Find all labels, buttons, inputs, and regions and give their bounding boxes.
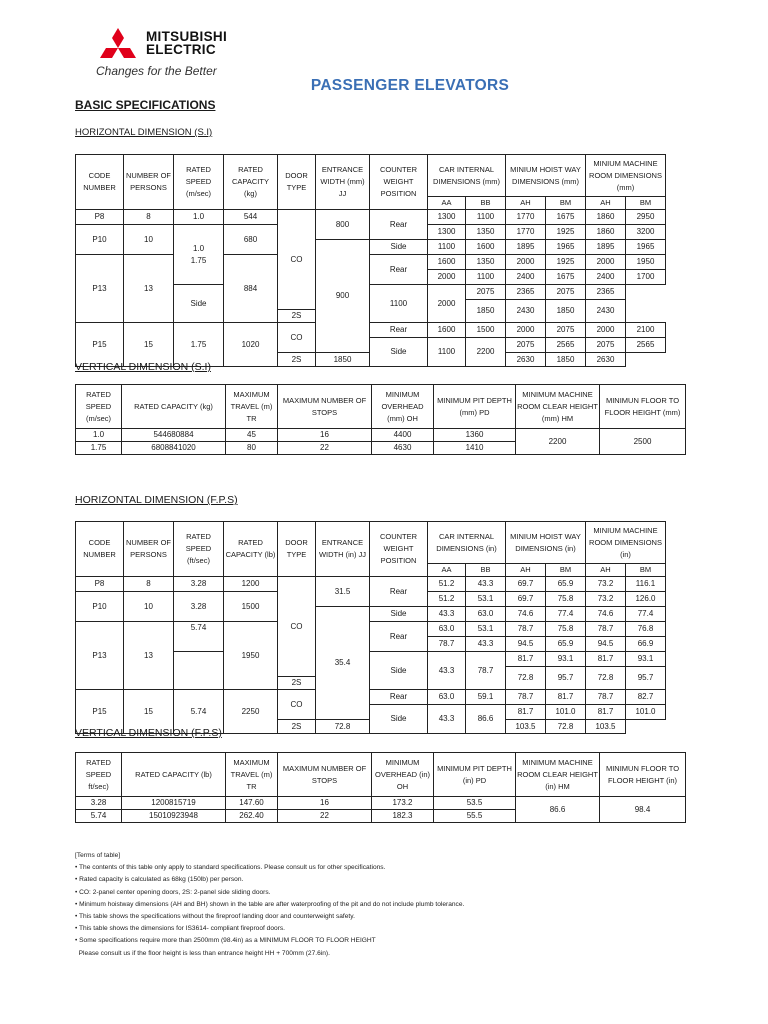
horizontal-fps-heading: HORIZONTAL DIMENSION (F.P.S) [75, 494, 238, 506]
terms-note: Please consult us if the floor height is less than entrance height HH + 700mm (27.6in). [75, 949, 330, 957]
capacity-cell: 884 [224, 255, 278, 323]
car-bb-cell: 1600 [466, 240, 506, 255]
value-cell: 2430 [506, 300, 546, 323]
value-cell: 78.7 [586, 622, 626, 637]
value-cell: 94.5 [506, 637, 546, 652]
vertical-fps-table [75, 752, 686, 823]
car-bb-cell: 53.1 [466, 622, 506, 637]
car-bb-cell: 43.3 [466, 637, 506, 652]
car-aa-cell: 1100 [370, 285, 428, 323]
value-cell: 2365 [506, 285, 546, 300]
value-cell: 262.40 [226, 810, 278, 823]
header-bm: BM [626, 564, 666, 577]
car-aa-cell: 78.7 [428, 637, 466, 652]
value-cell: 2075 [506, 338, 546, 353]
car-aa-cell: 1100 [428, 338, 466, 367]
value-cell: 1850 [466, 300, 506, 323]
value-cell: 81.7 [586, 652, 626, 667]
value-cell: 72.8 [546, 720, 586, 734]
header-door: DOOR TYPE [278, 522, 316, 577]
code-cell: P15 [76, 323, 124, 367]
speed-cell [174, 652, 224, 690]
value-cell: 65.9 [546, 637, 586, 652]
counter-cell: Side [174, 285, 224, 323]
floor-height-cell: 98.4 [600, 797, 686, 823]
value-cell: 72.8 [586, 667, 626, 690]
car-aa-cell: 63.0 [428, 690, 466, 705]
header-capacity: RATED CAPACITY (kg) [224, 155, 278, 210]
value-cell: 75.8 [546, 592, 586, 607]
header-floor-height: MINIMUN FLOOR TO FLOOR HEIGHT (in) [600, 753, 686, 797]
logo-tagline: Changes for the Better [96, 64, 217, 78]
header-speed: RATED SPEED ft/sec) [76, 753, 122, 797]
header-aa: AA [428, 564, 466, 577]
value-cell: 4400 [372, 429, 434, 442]
car-aa-cell: 43.3 [428, 652, 466, 690]
header-entrance: ENTRANCE WIDTH (in) JJ [316, 522, 370, 577]
value-cell: 101.0 [626, 705, 666, 720]
header-capacity: RATED CAPACITY (lb) [224, 522, 278, 577]
code-cell: P13 [76, 255, 124, 323]
header-overhead: MINIMUM OVERHEAD (mm) OH [372, 385, 434, 429]
header-door: DOOR TYPE [278, 155, 316, 210]
car-bb-cell: 53.1 [466, 592, 506, 607]
header-capacity: RATED CAPACITY (lb) [122, 753, 226, 797]
capacity-cell: 1200 [224, 577, 278, 592]
terms-note: • Rated capacity is calculated as 68kg (150lb) per person. [75, 876, 244, 884]
value-cell: 1895 [586, 240, 626, 255]
header-travel: MAXIMUM TRAVEL (m) TR [226, 385, 278, 429]
car-aa-cell: 1100 [428, 240, 466, 255]
door-cell: 2S [278, 353, 316, 367]
car-bb-cell: 63.0 [466, 607, 506, 622]
header-counter: COUNTER WEIGHT POSITION [370, 155, 428, 210]
header-bb: BB [466, 564, 506, 577]
value-cell: 1770 [506, 225, 546, 240]
value-cell: 2400 [586, 270, 626, 285]
counter-cell: Side [370, 705, 428, 734]
car-bb-cell: 2000 [428, 285, 466, 323]
value-cell: 4630 [372, 442, 434, 455]
header-ah: AH [506, 197, 546, 210]
value-cell: 2630 [506, 353, 546, 367]
value-cell: 81.7 [506, 652, 546, 667]
value-cell: 95.7 [626, 667, 666, 690]
car-bb-cell: 1350 [466, 255, 506, 270]
door-cell: CO [278, 690, 316, 720]
horizontal-si-table [75, 154, 666, 367]
value-cell: 2000 [506, 255, 546, 270]
value-cell: 1360 [434, 429, 516, 442]
value-cell: 69.7 [506, 592, 546, 607]
value-cell: 182.3 [372, 810, 434, 823]
terms-of-table [75, 850, 675, 960]
value-cell: 116.1 [626, 577, 666, 592]
terms-note: • Some specifications require more than 2500mm (98.4in) as a MINIMUM FLOOR TO FLOOR HEIGHT [75, 937, 376, 945]
header-car: CAR INTERNAL DIMENSIONS (in) [428, 522, 506, 564]
door-cell: 2S [278, 720, 316, 734]
value-cell: 2100 [626, 323, 666, 338]
header-speed: RATED SPEED (ft/sec) [174, 522, 224, 577]
value-cell: 82.7 [626, 690, 666, 705]
header-bm: BM [546, 197, 586, 210]
value-cell: 93.1 [546, 652, 586, 667]
capacity-cell: 544 [224, 210, 278, 225]
car-bb-cell: 86.6 [466, 705, 506, 734]
value-cell: 45 [226, 429, 278, 442]
vertical-si-table [75, 384, 686, 455]
speed-cell: 3.28 [174, 577, 224, 592]
value-cell: 1850 [316, 353, 370, 367]
value-cell: 2075 [466, 285, 506, 300]
speed-cell: 5.74 [174, 690, 224, 734]
value-cell: 65.9 [546, 577, 586, 592]
car-aa-cell: 43.3 [428, 705, 466, 734]
car-bb-cell: 43.3 [466, 577, 506, 592]
header-capacity: RATED CAPACITY (kg) [122, 385, 226, 429]
value-cell: 1965 [546, 240, 586, 255]
value-cell: 1675 [546, 270, 586, 285]
value-cell: 73.2 [586, 577, 626, 592]
header-bm: BM [626, 197, 666, 210]
floor-height-cell: 2500 [600, 429, 686, 455]
header-clear-height: MINIMUM MACHINE ROOM CLEAR HEIGHT (mm) HM [516, 385, 600, 429]
value-cell: 1860 [586, 210, 626, 225]
persons-cell: 8 [124, 577, 174, 592]
header-pit: MINIMUM PIT DEPTH (mm) PD [434, 385, 516, 429]
persons-cell: 10 [124, 225, 174, 255]
car-aa-cell: 43.3 [428, 607, 466, 622]
terms-note: • This table shows the dimensions for IS3614- compliant fireproof doors. [75, 925, 285, 933]
value-cell: 75.8 [546, 622, 586, 637]
counter-cell: Side [370, 652, 428, 690]
capacity-cell: 2250 [224, 690, 278, 734]
value-cell: 2000 [506, 323, 546, 338]
speed-value: 1.75 [190, 255, 207, 265]
entrance-cell: 35.4 [316, 607, 370, 720]
header-machine: MINIUM MACHINE ROOM DIMENSIONS (in) [586, 522, 666, 564]
capacity-cell: 1500 [224, 592, 278, 622]
value-cell: 2565 [546, 338, 586, 353]
value-cell: 103.5 [506, 720, 546, 734]
value-cell: 101.0 [546, 705, 586, 720]
terms-note: • The contents of this table only apply to standard specifications. Please consult us for other specifications. [75, 864, 386, 872]
header-bb: BB [466, 197, 506, 210]
value-cell: 74.6 [506, 607, 546, 622]
vertical-fps-heading: VERTICAL DIMENSION (F.P.S) [75, 727, 222, 739]
value-cell: 22 [278, 442, 372, 455]
value-cell: 2075 [546, 323, 586, 338]
car-aa-cell: 1300 [428, 210, 466, 225]
terms-note: • This table shows the specifications without the fireproof landing door and counterweight safety. [75, 913, 355, 921]
header-aa: AA [428, 197, 466, 210]
value-cell: 78.7 [506, 690, 546, 705]
door-cell: 2S [278, 310, 316, 323]
counter-cell: Rear [370, 577, 428, 607]
value-cell: 2400 [506, 270, 546, 285]
value-cell: 1700 [626, 270, 666, 285]
value-cell: 1850 [546, 300, 586, 323]
header-overhead: MINIMUM OVERHEAD (in) OH [372, 753, 434, 797]
entrance-cell: 31.5 [316, 577, 370, 607]
header-entrance: ENTRANCE WIDTH (mm) JJ [316, 155, 370, 210]
speed-cell: 5.74 [174, 622, 224, 652]
value-cell: 2000 [586, 255, 626, 270]
value-cell: 55.5 [434, 810, 516, 823]
value-cell: 2630 [586, 353, 626, 367]
car-bb-cell: 1100 [466, 270, 506, 285]
counter-cell: Side [370, 338, 428, 367]
value-cell: 78.7 [586, 690, 626, 705]
car-aa-cell: 51.2 [428, 592, 466, 607]
persons-cell: 13 [124, 622, 174, 690]
value-cell: 1.0 [76, 429, 122, 442]
car-bb-cell: 2200 [466, 338, 506, 367]
terms-note: • Minimum hoistway dimensions (AH and BH) shown in the table are after waterproofing of the pit and do not include plumb tolerance. [75, 900, 465, 908]
mitsubishi-logo [96, 28, 246, 78]
vertical-si-heading: VERTICAL DIMENSION (S.I) [75, 361, 211, 373]
value-cell: 1925 [546, 255, 586, 270]
horizontal-si-heading: HORIZONTAL DIMENSION (S.I) [75, 127, 213, 138]
speed-value: 1.0 [192, 243, 205, 253]
value-cell: 2000 [586, 323, 626, 338]
code-cell: P15 [76, 690, 124, 734]
code-cell: P13 [76, 622, 124, 690]
value-cell: 2565 [626, 338, 666, 353]
counter-cell: Rear [370, 690, 428, 705]
car-aa-cell: 63.0 [428, 622, 466, 637]
car-bb-cell: 1100 [466, 210, 506, 225]
header-ah: AH [586, 197, 626, 210]
car-aa-cell: 1600 [428, 255, 466, 270]
door-cell: CO [278, 577, 316, 677]
value-cell: 81.7 [506, 705, 546, 720]
value-cell: 72.8 [316, 720, 370, 734]
value-cell: 74.6 [586, 607, 626, 622]
header-ah: AH [586, 564, 626, 577]
value-cell: 544680884 [122, 429, 226, 442]
header-floor-height: MINIMUN FLOOR TO FLOOR HEIGHT (mm) [600, 385, 686, 429]
logo-word-mitsubishi: MITSUBISHI [146, 29, 228, 44]
value-cell: 147.60 [226, 797, 278, 810]
capacity-cell: 1020 [224, 323, 278, 367]
header-car: CAR INTERNAL DIMENSIONS (mm) [428, 155, 506, 197]
car-aa-cell: 1300 [428, 225, 466, 240]
value-cell: 1850 [546, 353, 586, 367]
value-cell: 1895 [506, 240, 546, 255]
counter-cell: Side [370, 240, 428, 255]
header-code: CODE NUMBER [76, 155, 124, 210]
header-stops: MAXIMUM NUMBER OF STOPS [278, 385, 372, 429]
value-cell: 73.2 [586, 592, 626, 607]
value-cell: 2075 [546, 285, 586, 300]
counter-cell: Side [370, 607, 428, 622]
value-cell: 76.8 [626, 622, 666, 637]
horizontal-fps-table [75, 521, 666, 734]
value-cell: 1410 [434, 442, 516, 455]
header-machine: MINIUM MACHINE ROOM DIMENSIONS (mm) [586, 155, 666, 197]
header-persons: NUMBER OF PERSONS [124, 155, 174, 210]
value-cell: 77.4 [626, 607, 666, 622]
speed-cell: 3.28 [174, 592, 224, 622]
value-cell: 69.7 [506, 577, 546, 592]
speed-cell: 1.75 [174, 323, 224, 367]
code-cell: P8 [76, 577, 124, 592]
value-cell: 1200815719 [122, 797, 226, 810]
speed-cell: 1.0 [174, 210, 224, 225]
persons-cell: 15 [124, 690, 174, 734]
speed-cell [174, 225, 224, 285]
counter-cell: Rear [370, 323, 428, 338]
logo-word-electric: ELECTRIC [146, 42, 216, 57]
value-cell: 72.8 [506, 667, 546, 690]
car-aa-cell: 51.2 [428, 577, 466, 592]
value-cell: 22 [278, 810, 372, 823]
header-code: CODE NUMBER [76, 522, 124, 577]
header-travel: MAXIMUM TRAVEL (m) TR [226, 753, 278, 797]
header-clear-height: MINIMUM MACHINE ROOM CLEAR HEIGHT (in) HM [516, 753, 600, 797]
header-hoist: MINIUM HOIST WAY DIMENSIONS (in) [506, 522, 586, 564]
header-bm: BM [546, 564, 586, 577]
value-cell: 5.74 [76, 810, 122, 823]
car-bb-cell: 78.7 [466, 652, 506, 690]
entrance-cell: 800 [316, 210, 370, 240]
value-cell: 2075 [586, 338, 626, 353]
clear-height-cell: 86.6 [516, 797, 600, 823]
terms-heading: [Terms of table] [75, 852, 121, 859]
value-cell: 1.75 [76, 442, 122, 455]
value-cell: 1950 [626, 255, 666, 270]
header-speed: RATED SPEED (m/sec) [76, 385, 122, 429]
value-cell: 80 [226, 442, 278, 455]
header-pit: MINIMUM PIT DEPTH (in) PD [434, 753, 516, 797]
clear-height-cell: 2200 [516, 429, 600, 455]
car-bb-cell: 1350 [466, 225, 506, 240]
value-cell: 1925 [546, 225, 586, 240]
value-cell: 2950 [626, 210, 666, 225]
door-cell: CO [278, 323, 316, 353]
code-cell: P10 [76, 592, 124, 622]
terms-note: • CO: 2-panel center opening doors, 2S: 2-panel side sliding doors. [75, 888, 271, 896]
value-cell: 2365 [586, 285, 626, 300]
value-cell: 2430 [586, 300, 626, 323]
value-cell: 1675 [546, 210, 586, 225]
door-cell: 2S [278, 677, 316, 690]
header-speed: RATED SPEED (m/sec) [174, 155, 224, 210]
car-bb-cell: 59.1 [466, 690, 506, 705]
value-cell: 66.9 [626, 637, 666, 652]
value-cell: 77.4 [546, 607, 586, 622]
value-cell: 81.7 [586, 705, 626, 720]
value-cell: 78.7 [506, 622, 546, 637]
value-cell: 3.28 [76, 797, 122, 810]
persons-cell: 13 [124, 255, 174, 323]
page-title: PASSENGER ELEVATORS [310, 77, 510, 94]
basic-specifications-heading: BASIC SPECIFICATIONS [75, 98, 216, 112]
value-cell: 173.2 [372, 797, 434, 810]
capacity-cell: 680 [224, 225, 278, 255]
value-cell: 1860 [586, 225, 626, 240]
door-cell: CO [278, 210, 316, 310]
value-cell: 95.7 [546, 667, 586, 690]
header-ah: AH [506, 564, 546, 577]
code-cell: P10 [76, 225, 124, 255]
entrance-cell: 900 [316, 240, 370, 353]
counter-cell: Rear [370, 622, 428, 652]
value-cell: 126.0 [626, 592, 666, 607]
value-cell: 53.5 [434, 797, 516, 810]
value-cell: 1770 [506, 210, 546, 225]
car-bb-cell: 1500 [466, 323, 506, 338]
value-cell: 1965 [626, 240, 666, 255]
header-persons: NUMBER OF PERSONS [124, 522, 174, 577]
persons-cell: 10 [124, 592, 174, 622]
capacity-cell: 1950 [224, 622, 278, 690]
value-cell: 3200 [626, 225, 666, 240]
car-aa-cell: 1600 [428, 323, 466, 338]
car-aa-cell: 2000 [428, 270, 466, 285]
three-diamonds-icon [96, 28, 140, 68]
code-cell: P8 [76, 210, 124, 225]
value-cell: 16 [278, 797, 372, 810]
value-cell: 93.1 [626, 652, 666, 667]
persons-cell: 8 [124, 210, 174, 225]
value-cell: 103.5 [586, 720, 626, 734]
persons-cell: 15 [124, 323, 174, 367]
value-cell: 15010923948 [122, 810, 226, 823]
header-hoist: MINIUM HOIST WAY DIMENSIONS (mm) [506, 155, 586, 197]
header-counter: COUNTER WEIGHT POSITION [370, 522, 428, 577]
value-cell: 94.5 [586, 637, 626, 652]
header-stops: MAXIMUM NUMBER OF STOPS [278, 753, 372, 797]
counter-cell: Rear [370, 255, 428, 285]
counter-cell: Rear [370, 210, 428, 240]
value-cell: 81.7 [546, 690, 586, 705]
value-cell: 6808841020 [122, 442, 226, 455]
value-cell: 16 [278, 429, 372, 442]
